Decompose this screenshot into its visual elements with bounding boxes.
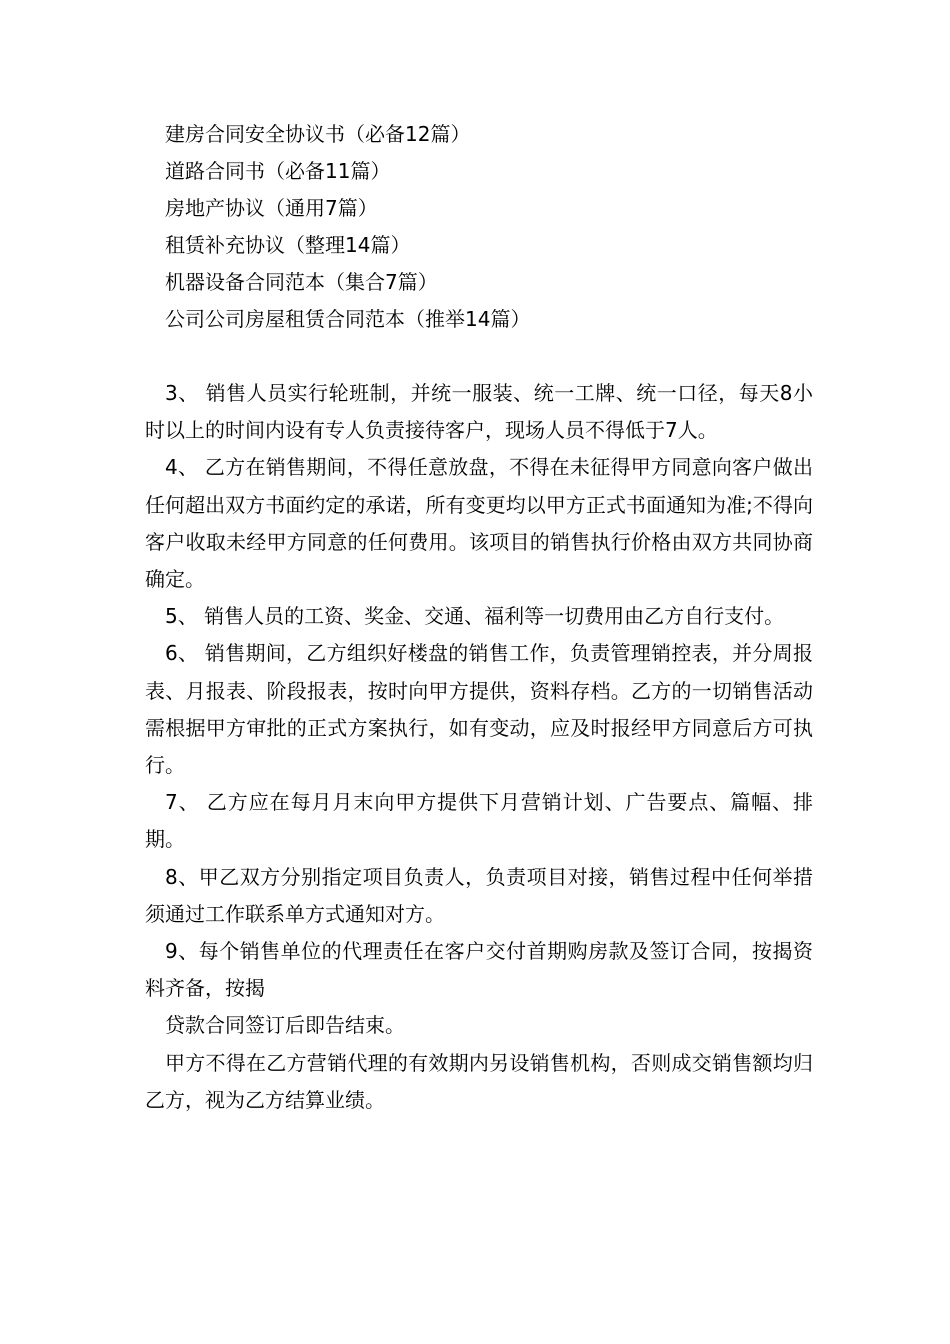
paragraph-9-continued: 贷款合同签订后即告结束。 [165,1013,405,1038]
related-link[interactable]: 机器设备合同范本（集合7篇） [165,270,438,294]
related-link[interactable]: 建房合同安全协议书（必备12篇） [165,122,471,146]
document-body [145,375,813,1119]
paragraph-5: 5、 销售人员的工资、奖金、交通、福利等一切费用由乙方自行支付。 [165,604,785,629]
paragraph-9: 9、每个销售单位的代理责任在客户交付首期购房款及签订合同，按揭资料齐备，按揭 [145,939,813,1001]
paragraph-4: 4、 乙方在销售期间，不得任意放盘，不得在未征得甲方同意向客户做出任何超出双方书面约定的承诺，所有变更均以甲方正式书面通知为准;不得向客户收取未经甲方同意的任何费用。该项目的销售执行价格由双方共同协商确定。 [145,455,813,592]
paragraph-8: 8、甲乙双方分别指定项目负责人，负责项目对接，销售过程中任何举措须通过工作联系单方式通知对方。 [145,864,813,926]
related-link[interactable]: 房地产协议（通用7篇） [165,196,378,220]
related-links-list [145,116,845,338]
related-link[interactable]: 公司公司房屋租赁合同范本（推举14篇） [165,307,531,331]
paragraph-closing: 甲方不得在乙方营销代理的有效期内另设销售机构，否则成交销售额均归乙方，视为乙方结算业绩。 [145,1050,813,1112]
related-link[interactable]: 租赁补充协议（整理14篇） [165,233,411,257]
paragraph-3: 3、 销售人员实行轮班制，并统一服装、统一工牌、统一口径，每天8小时以上的时间内设有专人负责接待客户，现场人员不得低于7人。 [145,381,813,443]
paragraph-7: 7、 乙方应在每月月末向甲方提供下月营销计划、广告要点、篇幅、排期。 [145,790,813,852]
related-link[interactable]: 道路合同书（必备11篇） [165,159,391,183]
paragraph-6: 6、 销售期间，乙方组织好楼盘的销售工作，负责管理销控表，并分周报表、月报表、阶段报表，按时向甲方提供，资料存档。乙方的一切销售活动需根据甲方审批的正式方案执行，如有变动，应及时报经甲方同意后方可执行。 [145,641,813,778]
